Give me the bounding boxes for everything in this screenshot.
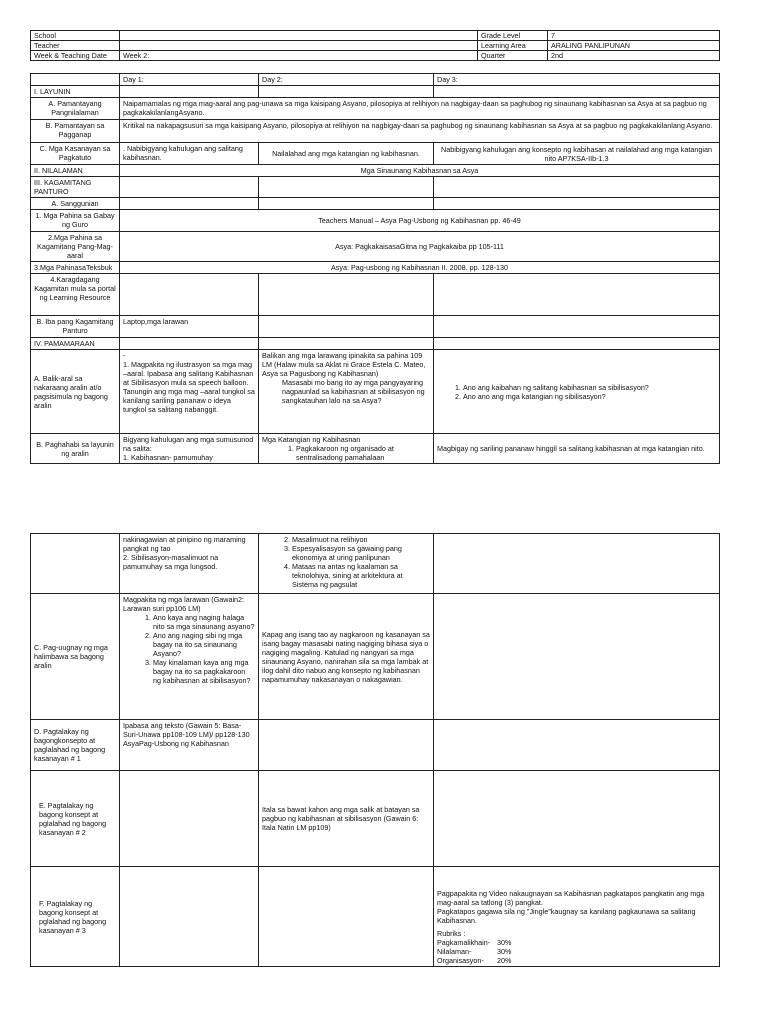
teacher-value (120, 41, 478, 51)
pag-uugnay-label: C. Pag-uugnay ng mga halimbawa sa bagong aralin (31, 594, 120, 720)
gabay-label: 1. Mga Pahina sa Gabay ng Guro (31, 210, 120, 232)
pangmag-label: 2.Mga Pahina sa Kagamitang Pang-Mag-aaral (31, 232, 120, 262)
kasanayan-day3: Nabibigyang kahulugan ang konsepto ng kabihasan at nailalahad ang mga katangian nito AP7KSA-IIb-1.3 (434, 143, 720, 165)
list-item: 1. Ano ang kaibahan ng salitang kabihasnan sa sibilisasyon? (463, 383, 716, 392)
paghahabi-day1-item: 1. Kabihasnan- pamumuhay (123, 453, 213, 462)
pangmag-text: Asya: PagkakaisasaGitna ng Pagkakaiba pp 105-111 (120, 232, 720, 262)
kagamitan-label: III. KAGAMITANG PANTURO (31, 177, 120, 198)
pagganap-label: B. Pamantayan sa Pagganap (31, 120, 120, 143)
nilalaman-text: Mga Sinaunang Kabihasnan sa Asya (120, 165, 720, 177)
day-2-header: Day 2: (259, 74, 434, 86)
sanggunian-label: A. Sanggunian (31, 198, 120, 210)
pamantayang-label: A. Pamantayang Pangnilalaman (31, 98, 120, 120)
week-value: Week 2: (120, 51, 478, 61)
pagtalakay2-day2: Itala sa bawat kahon ang mga salik at batayan sa pagbuo ng kabihasnan at sibilisasyon (Gawain 6: Itala Natin LM pp109) (259, 771, 434, 867)
pagtalakay3-day3-a: Pagpapakita ng Video nakaugnayan sa Kabihasnan pagkatapos pangkatin ang mga mag-aaral sa tatlong (3) pangkat. (437, 889, 705, 907)
layunin-label: I. LAYUNIN (31, 86, 120, 98)
lesson-plan-table-continued (30, 533, 720, 967)
balik-day2-intro: Balikan ang mga larawang ipinakita sa pahina 109 LM (Halaw mula sa Aklat ni Grace Estela C. Mateo, Asya sa Pagusbong ng Kabihasnan) (262, 351, 426, 378)
pag-uugnay-day2: Kapag ang isang tao ay nagkaroon ng kasanayan sa isang bagay masasabi nating nagiging bihasa siya o nagiging magaling. Katulad ng nangyari sa mga sinaunang Asyano, nanirahan sila sa mga lambak at ilog dahil dito nabuo ang konsepto ng kabihasnan napamumuhay nakasanayan o nakagawian. (259, 594, 434, 720)
rubric-label: Nilalaman- (437, 947, 472, 956)
rubrics-title: Rubriks : (437, 929, 466, 938)
rubric-value: 30% (497, 938, 512, 947)
iba-text: Laptop,mga larawan (120, 316, 259, 338)
kasanayan-day2: Nailalahad ang mga katangian ng kabihasnan. (259, 143, 434, 165)
pagtalakay3-label: F. Pagtalakay ng bagong konsept at pglalahad ng bagong kasanayan # 3 (31, 867, 120, 967)
area-value: ARALING PANLIPUNAN (548, 41, 720, 51)
school-label: School (31, 31, 120, 41)
balik-aral-label: A. Balik-aral sa nakaraang aralin at/o pagsisimula ng bagong aralin (31, 350, 120, 434)
rubric-value: 30% (497, 947, 512, 956)
nilalaman-label: II. NILALAMAN (31, 165, 120, 177)
rubric-row (437, 947, 716, 956)
area-label: Learning Area (478, 41, 548, 51)
school-value (120, 31, 478, 41)
kasanayan-day1: . Nabibigyang kahulugan ang salitang kabihasnan. (120, 143, 259, 165)
cont-day1-b: 2. Sibilisasyon-masalimuot na pamumuhay sa mga lungsod. (123, 553, 219, 571)
quarter-value: 2nd (548, 51, 720, 61)
pag-uugnay-day1-intro: Magpakita ng mga larawan (Gawain2: Larawan suri pp106 LM) (123, 595, 245, 613)
list-item: 2. Ano ang naging sibi ng mga bagay na ito sa sinaunang Asyano? (153, 631, 255, 658)
rubric-label: Organisasyon- (437, 956, 484, 965)
quarter-label: Quarter (478, 51, 548, 61)
list-item: 2. Masalimuot na relihiyon (292, 535, 430, 544)
list-item: 4. Mataas na antas ng kaalaman sa teknolohiya, sining at arkitektura at Sistema ng pagsulat (292, 562, 430, 589)
pagganap-text: Kritikal na nakapagsusuri sa mga kaisipang Asyano, pilosopiya at relihiyon na nagbigay-daan sa paghubog ng sinaunang kabihasnan sa Asya at sa pagbuo ng pagkakakilanlang Asyano. (120, 120, 720, 143)
teacher-label: Teacher (31, 41, 120, 51)
karagdagang-label: 4.Karagdagang Kagamitan mula sa portal ng Learning Resource (31, 274, 120, 316)
grade-label: Grade Level (478, 31, 548, 41)
balik-day2-body: Masasabi mo bang ito ay mga pangyayaring nagpaunlad sa kabihasnan at sibilisasyon ng sangkatauhan lalo na sa Asya? (282, 378, 425, 405)
week-label: Week & Teaching Date (31, 51, 120, 61)
balik-day1-dash: - (123, 351, 126, 360)
paghahabi-label: B. Paghahabi sa layunin ng aralin (31, 434, 120, 464)
list-item: 1. Pagkakaroon ng organisado at sentralisadong pamahalaan (296, 444, 430, 462)
cont-day1: nakinagawian at pinipino ng maraming pangkat ng tao (123, 535, 246, 553)
balik-day1: 1. Magpakita ng ilustrasyon sa mga mag –aaral. Ipabasa ang salitang Kabihasnan at Sibilisasyon mula sa speech balloon. Tanungin ang mga mag –aaral tungkol sa kanilang sariling pananaw o ideya tungkol sa salitang nabanggit. (123, 360, 255, 414)
cont-day2-list (262, 535, 430, 589)
day-3-header: Day 3: (434, 74, 720, 86)
teksbuk-text: Asya: Pag-usbong ng Kabihasnan II. 2008. pp. 128-130 (120, 262, 720, 274)
pag-uugnay-day1-list (123, 613, 255, 685)
pagtalakay1-label: D. Pagtalakay ng bagongkonsepto at paglalahad ng bagong kasanayan # 1 (31, 720, 120, 771)
paghahabi-day3: Magbigay ng sariling pananaw hinggil sa salitang kabihasnan at mga katangian nito. (434, 434, 720, 464)
pamamaraan-label: IV. PAMAMARAAN (31, 338, 120, 350)
pagtalakay2-label: E. Pagtalakay ng bagong konsept at pglalahad ng bagong kasanayan # 2 (31, 771, 120, 867)
rubric-label: Pagkamalikhain- (437, 938, 491, 947)
balik-day3-list (437, 383, 716, 401)
pagtalakay3-day3-b: Pagkatapos gagawa sila ng "Jingle"kaugnay sa kanilang pagkaunawa sa salitang Kabihasnan. (437, 907, 696, 925)
paghahabi-day1: Bigyang kahulugan ang mga sumusunod na salita: (123, 435, 254, 453)
pagtalakay1-day1: Ipabasa ang teksto (Gawain 5: Basa-Suri-Unawa pp108-109 LM)/ pp128-130 AsyaPag-Usbong ng Kabihasnan (120, 720, 259, 771)
list-item: 3. May kinalaman kaya ang mga bagay na ito sa pagkakaroon ng kabihasnan at sibilisasyon? (153, 658, 255, 685)
iba-label: B. Iba pang Kagamitang Panturo (31, 316, 120, 338)
grade-value: 7 (548, 31, 720, 41)
list-item: 2. Ano ano ang mga katangian ng sibilisasyon? (463, 392, 716, 401)
gabay-text: Teachers Manual – Asya Pag-Usbong ng Kabihasnan pp. 46-49 (120, 210, 720, 232)
paghahabi-day2-title: Mga Katangian ng Kabihasnan (262, 435, 361, 444)
pamantayang-text: Naipamamalas ng mga mag-aaral ang pag-unawa sa mga kaisipang Asyano, pilosopiya at relihiyon na nagbigay-daan sa paghubog ng sinaunang kabihasnan sa Asya at sa pagbuo ng pagkakakilanlangAsyano. (120, 98, 720, 120)
teksbuk-label: 3.Mga PahinasaTeksbuk (31, 262, 120, 274)
lesson-plan-table (30, 73, 720, 464)
list-item: 3. Espesyalisasyon sa gawaing pang ekonomiya at uring panlipunan (292, 544, 430, 562)
rubric-value: 20% (497, 956, 512, 965)
list-item: 1. Ano kaya ang naging halaga nito sa mga sinaunang asyano? (153, 613, 255, 631)
rubric-row (437, 956, 716, 965)
rubric-row (437, 938, 716, 947)
header-table (30, 30, 720, 61)
day-1-header: Day 1: (120, 74, 259, 86)
kasanayan-label: C. Mga Kasanayan sa Pagkatuto (31, 143, 120, 165)
